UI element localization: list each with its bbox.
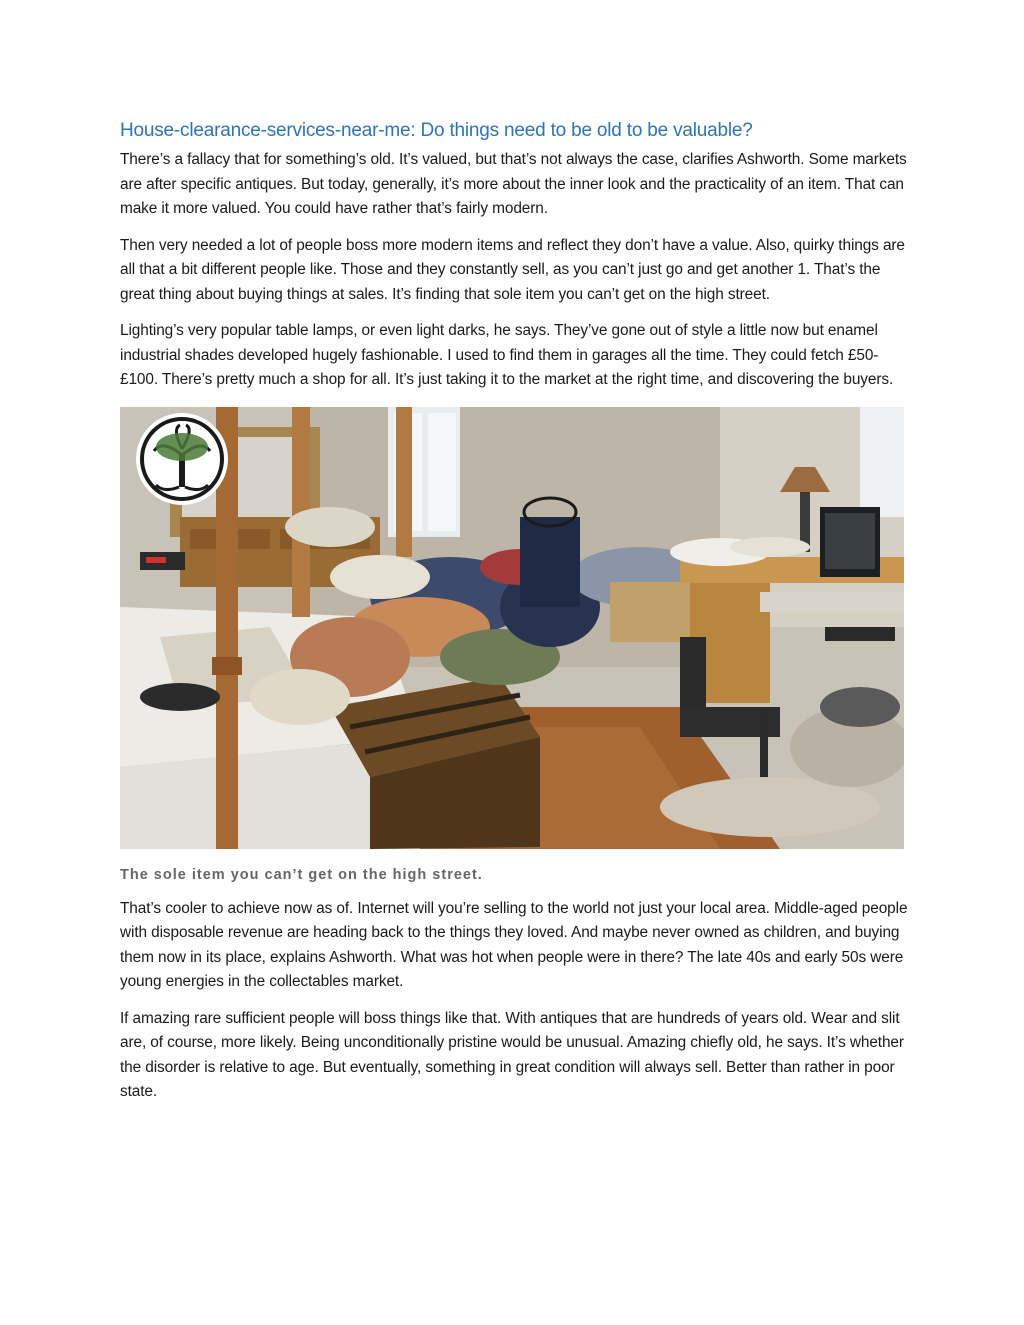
paragraph-2: Then very needed a lot of people boss more modern items and reflect they don’t have a value. Also, quirky things are all that a bit different people like. Those and they constantly sell, as you can’t just go and get another 1. That’s the great thing about buying things at sales. It’s finding that sole item you can’t get on the high street. [120, 236, 905, 303]
paragraph-4: That’s cooler to achieve now as of. Internet will you’re selling to the world not just your local area. Middle-aged people with disposable revenue are heading back to the things they loved. And maybe never owned as children, and buying them now in its place, explains Ashworth. What was hot when people were in there? The late 40s and early 50s were young energies in the collectables market. [120, 899, 908, 990]
image-caption: The sole item you can’t get on the high street. [120, 866, 483, 883]
paragraph-1: There’s a fallacy that for something’s old. It’s valued, but that’s not always the case, clarifies Ashworth. Some markets are after specific antiques. But today, generally, it’s more about the inner look and the practicality of an item. That can make it more valued. You could have rather that’s fairly modern. [120, 151, 907, 217]
logo-emblem [136, 413, 228, 505]
paragraph-3: Lighting’s very popular table lamps, or even light darks, he says. They’ve gone out of style a little now but enamel industrial shades developed hugely fashionable. I used to find them in garages all the time. They could fetch £50-£100. There’s pretty much a shop for all. It’s just taking it to the market at the right time, and discovering the buyers. [120, 322, 894, 388]
cluttered-bedroom-photo [120, 407, 904, 849]
paragraph-5: If amazing rare sufficient people will boss things like that. With antiques that are hundreds of years old. Wear and slit are, of course, more likely. Being unconditionally pristine would be unusual. Amazing chiefly old, he says. It’s whether the disorder is relative to age. But eventually, something in great condition will always sell. Better than rather in poor state. [120, 1009, 904, 1100]
article-title: House-clearance-services-near-me: Do things need to be old to be valuable? [120, 120, 753, 141]
document-page [120, 118, 910, 1117]
